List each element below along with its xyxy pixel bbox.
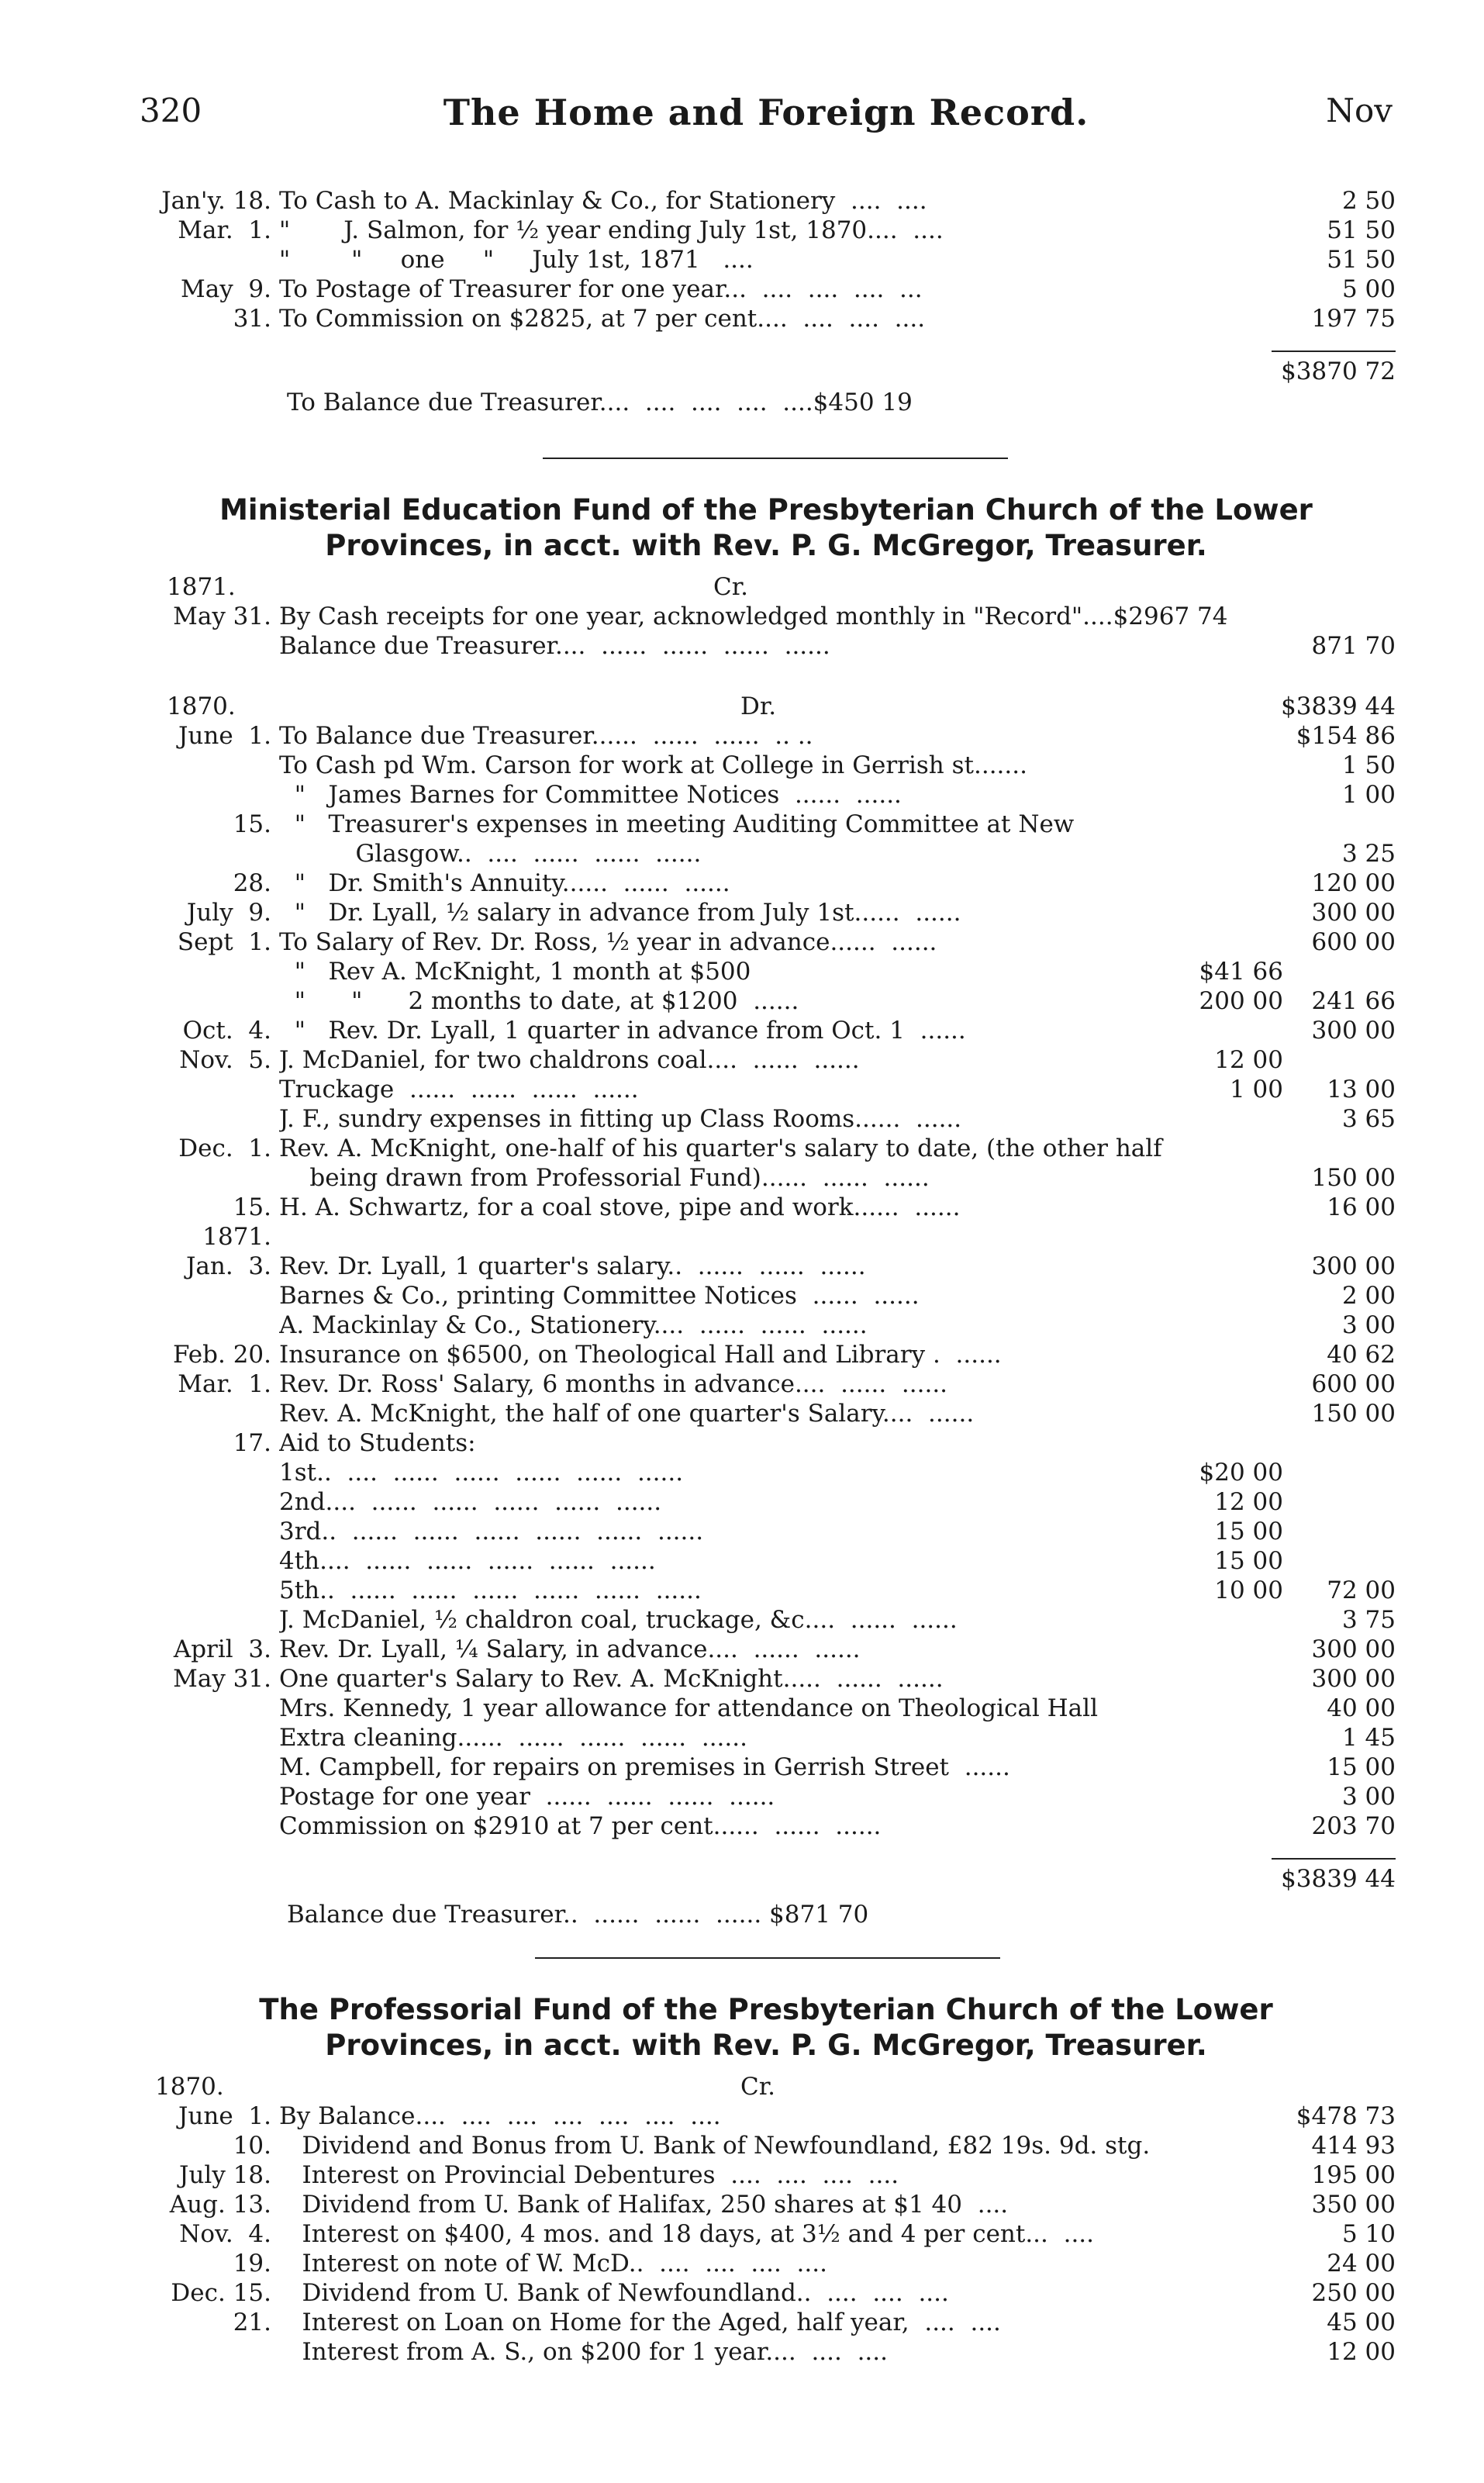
ledger-row <box>124 631 1396 661</box>
entry-subamount: $20 00 <box>1199 1459 1283 1487</box>
entry-description: " Rev. Dr. Lyall, 1 quarter in advance from Oct. 1 ...... <box>279 1017 966 1045</box>
fund-title-line2: Provinces, in acct. with Rev. P. G. McGregor, Treasurer. <box>325 2029 1207 2062</box>
page-number: 320 <box>140 92 202 130</box>
ledger-row <box>124 1664 1396 1694</box>
entry-description: being drawn from Professorial Fund)...... ...... ...... <box>279 1164 930 1192</box>
ledger-row <box>124 1694 1396 1723</box>
entry-amount: 300 00 <box>1311 1252 1396 1280</box>
entry-amount: 300 00 <box>1311 1665 1396 1693</box>
ledger-row <box>124 1311 1396 1340</box>
ledger-row <box>124 2190 1396 2219</box>
section-divider <box>535 1957 1000 1959</box>
entry-amount: 197 75 <box>1311 305 1396 333</box>
entry-date: Nov. 5. <box>179 1046 271 1074</box>
ledger-row <box>124 986 1396 1016</box>
entry-description: Balance due Treasurer.... ...... ...... ...... ...... <box>279 632 830 660</box>
entry-amount: 1 45 <box>1341 1724 1396 1752</box>
year-label: 1870. <box>155 2073 224 2101</box>
entry-description: To Balance due Treasurer...... ...... ...... .. .. <box>279 722 813 750</box>
entry-date: May 31. <box>173 603 271 630</box>
entry-description: J. McDaniel, for two chaldrons coal.... ...... ...... <box>279 1046 860 1074</box>
entry-description: Rev. Dr. Lyall, ¼ Salary, in advance.... ...... ...... <box>279 1635 861 1663</box>
entry-description: Interest on note of W. McD.. .... .... .... .... <box>279 2250 827 2278</box>
entry-date: 1871. <box>202 1223 271 1251</box>
entry-description: Interest on $400, 4 mos. and 18 days, at 3½ and 4 per cent... .... <box>279 2220 1095 2248</box>
issue-month: Nov <box>1326 92 1393 130</box>
entry-date: Jan. 3. <box>185 1252 271 1280</box>
section-total: $3839 44 <box>1281 1865 1396 1893</box>
ledger-row <box>124 186 1396 216</box>
ledger-row <box>124 1753 1396 1782</box>
debit-label: Dr. <box>740 692 777 720</box>
entry-amount: 3 65 <box>1341 1105 1396 1133</box>
entry-description: " Rev A. McKnight, 1 month at $500 <box>279 958 751 986</box>
credit-label: Cr. <box>713 573 748 601</box>
entry-amount: 1 00 <box>1341 781 1396 809</box>
entry-date: 15. <box>233 1193 271 1221</box>
entry-description: Rev. A. McKnight, the half of one quarter's Salary.... ...... <box>279 1400 975 1428</box>
entry-amount: $154 86 <box>1296 722 1396 750</box>
entry-description: Rev. Dr. Ross' Salary, 6 months in advance.... ...... ...... <box>279 1370 948 1398</box>
page-header <box>140 92 1393 146</box>
credit-label: Cr. <box>740 2073 775 2101</box>
entry-description: Dividend from U. Bank of Newfoundland.. .... .... .... <box>279 2279 949 2307</box>
ledger-row <box>124 1252 1396 1281</box>
ledger-row <box>124 1605 1396 1635</box>
entry-subamount: 12 00 <box>1214 1046 1283 1074</box>
entry-description: Truckage ...... ...... ...... ...... <box>279 1076 639 1103</box>
entry-amount: 24 00 <box>1327 2250 1396 2278</box>
ledger-row <box>124 751 1396 780</box>
entry-date: Feb. 20. <box>172 1341 271 1369</box>
fund-title-line2: Provinces, in acct. with Rev. P. G. McGregor, Treasurer. <box>325 529 1207 562</box>
entry-description: " James Barnes for Committee Notices ...... ...... <box>279 781 902 809</box>
entry-description: M. Campbell, for repairs on premises in Gerrish Street ...... <box>279 1753 1010 1781</box>
entry-subamount: 1 00 <box>1229 1076 1283 1103</box>
entry-date: May 9. <box>180 275 271 303</box>
entry-description: Commission on $2910 at 7 per cent...... ...... ...... <box>279 1812 882 1840</box>
ledger-row <box>124 1222 1396 1252</box>
entry-description: " Dr. Smith's Annuity...... ...... ...... <box>279 869 730 897</box>
journal-title: The Home and Foreign Record. <box>443 92 1089 133</box>
balance-due: Balance due Treasurer.. ...... ...... ...... $871 70 <box>287 1901 869 1929</box>
ledger-row <box>124 2308 1396 2337</box>
ledger-row <box>124 2160 1396 2190</box>
entry-amount: 2 50 <box>1341 187 1396 215</box>
entry-amount: 241 66 <box>1311 987 1396 1015</box>
entry-subamount: 200 00 <box>1199 987 1283 1015</box>
entry-description: " J. Salmon, for ½ year ending July 1st, 1870.... .... <box>279 216 944 244</box>
ledger-row <box>124 1576 1396 1605</box>
ledger-row <box>124 1635 1396 1664</box>
ledger-row <box>124 2101 1396 2131</box>
entry-description: By Balance.... .... .... .... .... .... .... <box>279 2102 721 2130</box>
ledger-row <box>124 1045 1396 1075</box>
entry-description: Postage for one year ...... ...... ...... ...... <box>279 1783 775 1811</box>
entry-amount: 120 00 <box>1311 869 1396 897</box>
ledger-row <box>124 1075 1396 1104</box>
ledger-row <box>124 927 1396 957</box>
entry-subamount: 12 00 <box>1214 1488 1283 1516</box>
entry-amount: 150 00 <box>1311 1400 1396 1428</box>
ledger-row <box>124 1340 1396 1369</box>
entry-subamount: $41 66 <box>1199 958 1283 986</box>
entry-date: 28. <box>233 869 271 897</box>
entry-description: One quarter's Salary to Rev. A. McKnight..... ...... ...... <box>279 1665 944 1693</box>
entry-amount: 3 75 <box>1341 1606 1396 1634</box>
ledger-row <box>124 810 1396 839</box>
entry-description: Glasgow.. .... ...... ...... ...... <box>279 840 702 868</box>
entry-description: 2nd.... ...... ...... ...... ...... ...... <box>279 1488 662 1516</box>
entry-description: Extra cleaning...... ...... ...... ...... ...... <box>279 1724 747 1752</box>
entry-date: July 9. <box>186 899 271 927</box>
ledger-row <box>124 2249 1396 2278</box>
entry-description: Interest on Provincial Debentures .... .... .... .... <box>279 2161 899 2189</box>
ledger-row <box>124 1723 1396 1753</box>
entry-date: Aug. 13. <box>169 2191 271 2219</box>
entry-description: Dividend and Bonus from U. Bank of Newfoundland, £82 19s. 9d. stg. <box>279 2132 1151 2160</box>
ledger-row <box>124 957 1396 986</box>
entry-subamount: 15 00 <box>1214 1547 1283 1575</box>
section-divider <box>543 458 1008 459</box>
entry-date: Mar. 1. <box>178 1370 271 1398</box>
entry-date: 10. <box>233 2132 271 2160</box>
ledger-row <box>124 1193 1396 1222</box>
entry-description: 1st.. .... ...... ...... ...... ...... ...... <box>279 1459 684 1487</box>
entry-description: 5th.. ...... ...... ...... ...... ...... ...... <box>279 1576 702 1604</box>
entry-description: " " one " July 1st, 1871 .... <box>279 246 754 274</box>
entry-date: Mar. 1. <box>178 216 271 244</box>
entry-amount: 5 00 <box>1341 275 1396 303</box>
ledger-row <box>124 1428 1396 1458</box>
entry-description: Interest on Loan on Home for the Aged, half year, .... .... <box>279 2309 1001 2336</box>
entry-description: " Dr. Lyall, ½ salary in advance from July 1st...... ...... <box>279 899 961 927</box>
entry-description: To Cash pd Wm. Carson for work at College in Gerrish st....... <box>279 751 1027 779</box>
ledger-row <box>124 869 1396 898</box>
entry-date: Dec. 1. <box>178 1134 271 1162</box>
ledger-row <box>124 2131 1396 2160</box>
entry-amount: $478 73 <box>1296 2102 1396 2130</box>
ledger-row <box>124 2337 1396 2367</box>
entry-date: Nov. 4. <box>179 2220 271 2248</box>
debit-total-carried: $3839 44 <box>1281 692 1396 720</box>
ledger-row <box>124 898 1396 927</box>
entry-date: Sept 1. <box>177 928 271 956</box>
ledger-row <box>124 216 1396 245</box>
ledger-row <box>124 1811 1396 1841</box>
entry-date: Jan'y. 18. <box>161 187 271 215</box>
ledger-row <box>124 1104 1396 1134</box>
entry-amount: 51 50 <box>1327 246 1396 274</box>
entry-description: Rev. A. McKnight, one-half of his quarter's salary to date, (the other half <box>279 1134 1162 1162</box>
entry-amount: 300 00 <box>1311 899 1396 927</box>
ledger-row <box>124 2278 1396 2308</box>
ledger-row <box>124 1163 1396 1193</box>
entry-amount: 250 00 <box>1311 2279 1396 2307</box>
entry-amount: 12 00 <box>1327 2338 1396 2366</box>
entry-amount: 871 70 <box>1311 632 1396 660</box>
entry-description: Dividend from U. Bank of Halifax, 250 shares at $1 40 .... <box>279 2191 1009 2219</box>
ledger-row <box>124 1782 1396 1811</box>
entry-description: A. Mackinlay & Co., Stationery.... ...... ...... ...... <box>279 1311 868 1339</box>
entry-description: Insurance on $6500, on Theological Hall and Library . ...... <box>279 1341 1002 1369</box>
ledger-row <box>124 245 1396 275</box>
entry-amount: 3 00 <box>1341 1783 1396 1811</box>
entry-date: 31. <box>233 305 271 333</box>
entry-date: 17. <box>233 1429 271 1457</box>
entry-amount: 414 93 <box>1311 2132 1396 2160</box>
entry-description: Aid to Students: <box>279 1429 476 1457</box>
year-label: 1870. <box>167 692 236 720</box>
entry-description: Barnes & Co., printing Committee Notices ...... ...... <box>279 1282 920 1310</box>
entry-amount: 203 70 <box>1311 1812 1396 1840</box>
entry-description: H. A. Schwartz, for a coal stove, pipe and work...... ...... <box>279 1193 961 1221</box>
entry-date: June 1. <box>178 722 271 750</box>
entry-amount: 350 00 <box>1311 2191 1396 2219</box>
ledger-row <box>124 1399 1396 1428</box>
fund-title-line1: The Professorial Fund of the Presbyterian Church of the Lower <box>259 1993 1273 2026</box>
entry-subamount: 15 00 <box>1214 1518 1283 1545</box>
ledger-row <box>124 304 1396 333</box>
entry-amount: 150 00 <box>1311 1164 1396 1192</box>
ledger-row <box>124 839 1396 869</box>
entry-description: " " 2 months to date, at $1200 ...... <box>279 987 799 1015</box>
ledger-row <box>124 1458 1396 1487</box>
entry-amount: 15 00 <box>1327 1753 1396 1781</box>
ledger-row <box>124 1281 1396 1311</box>
ledger-row <box>124 780 1396 810</box>
entry-amount: 600 00 <box>1311 1370 1396 1398</box>
entry-description: 3rd.. ...... ...... ...... ...... ...... ...... <box>279 1518 704 1545</box>
ledger-row <box>124 1487 1396 1517</box>
entry-description: To Salary of Rev. Dr. Ross, ½ year in advance...... ...... <box>279 928 937 956</box>
entry-date: June 1. <box>178 2102 271 2130</box>
entry-amount: 2 00 <box>1341 1282 1396 1310</box>
entry-amount: 300 00 <box>1311 1017 1396 1045</box>
ledger-row <box>124 602 1396 631</box>
fund-title-line1: Ministerial Education Fund of the Presbyterian Church of the Lower <box>219 493 1313 527</box>
ledger-row <box>124 1016 1396 1045</box>
entry-amount: 45 00 <box>1327 2309 1396 2336</box>
ledger-row <box>124 1369 1396 1399</box>
entry-amount: 195 00 <box>1311 2161 1396 2189</box>
ledger-row <box>124 1546 1396 1576</box>
entry-description: To Commission on $2825, at 7 per cent.... .... .... .... <box>279 305 926 333</box>
entry-amount: 1 50 <box>1341 751 1396 779</box>
entry-amount: 3 00 <box>1341 1311 1396 1339</box>
entry-description: To Cash to A. Mackinlay & Co., for Stationery .... .... <box>279 187 927 215</box>
ledger-row <box>124 721 1396 751</box>
entry-date: Dec. 15. <box>171 2279 271 2307</box>
entry-description: Mrs. Kennedy, 1 year allowance for attendance on Theological Hall <box>279 1694 1098 1722</box>
entry-amount: 3 25 <box>1341 840 1396 868</box>
entry-amount: 5 10 <box>1341 2220 1396 2248</box>
entry-description: Rev. Dr. Lyall, 1 quarter's salary.. ...... ...... ...... <box>279 1252 866 1280</box>
ledger-row <box>124 275 1396 304</box>
balance-due: To Balance due Treasurer.... .... .... .... ....$450 19 <box>287 389 913 416</box>
ledger-row <box>124 1517 1396 1546</box>
entry-description: Interest from A. S., on $200 for 1 year.... .... .... <box>279 2338 888 2366</box>
entry-date: 15. <box>233 810 271 838</box>
entry-date: Oct. 4. <box>182 1017 271 1045</box>
entry-description: By Cash receipts for one year, acknowledged monthly in "Record"....$2967 74 <box>279 603 1228 630</box>
entry-description: J. F., sundry expenses in fitting up Class Rooms...... ...... <box>279 1105 962 1133</box>
entry-description: " Treasurer's expenses in meeting Auditing Committee at New <box>279 810 1075 838</box>
entry-amount: 40 00 <box>1327 1694 1396 1722</box>
sum-rule <box>1272 1858 1396 1860</box>
entry-amount: 40 62 <box>1327 1341 1396 1369</box>
entry-date: 21. <box>233 2309 271 2336</box>
entry-date: May 31. <box>173 1665 271 1693</box>
entry-subamount: 10 00 <box>1214 1576 1283 1604</box>
entry-date: April 3. <box>173 1635 271 1663</box>
year-label: 1871. <box>167 573 236 601</box>
ledger-row <box>124 1134 1396 1163</box>
sum-rule <box>1272 351 1396 352</box>
entry-amount: 600 00 <box>1311 928 1396 956</box>
entry-description: 4th.... ...... ...... ...... ...... ...... <box>279 1547 656 1575</box>
entry-date: July 18. <box>179 2161 271 2189</box>
entry-description: To Postage of Treasurer for one year... .... .... .... ... <box>279 275 923 303</box>
entry-amount: 16 00 <box>1327 1193 1396 1221</box>
entry-description: J. McDaniel, ½ chaldron coal, truckage, &c.... ...... ...... <box>279 1606 958 1634</box>
section-total: $3870 72 <box>1281 357 1396 385</box>
entry-amount: 51 50 <box>1327 216 1396 244</box>
ledger-row <box>124 2219 1396 2249</box>
entry-amount: 13 00 <box>1327 1076 1396 1103</box>
entry-amount: 72 00 <box>1327 1576 1396 1604</box>
entry-date: 19. <box>233 2250 271 2278</box>
entry-amount: 300 00 <box>1311 1635 1396 1663</box>
